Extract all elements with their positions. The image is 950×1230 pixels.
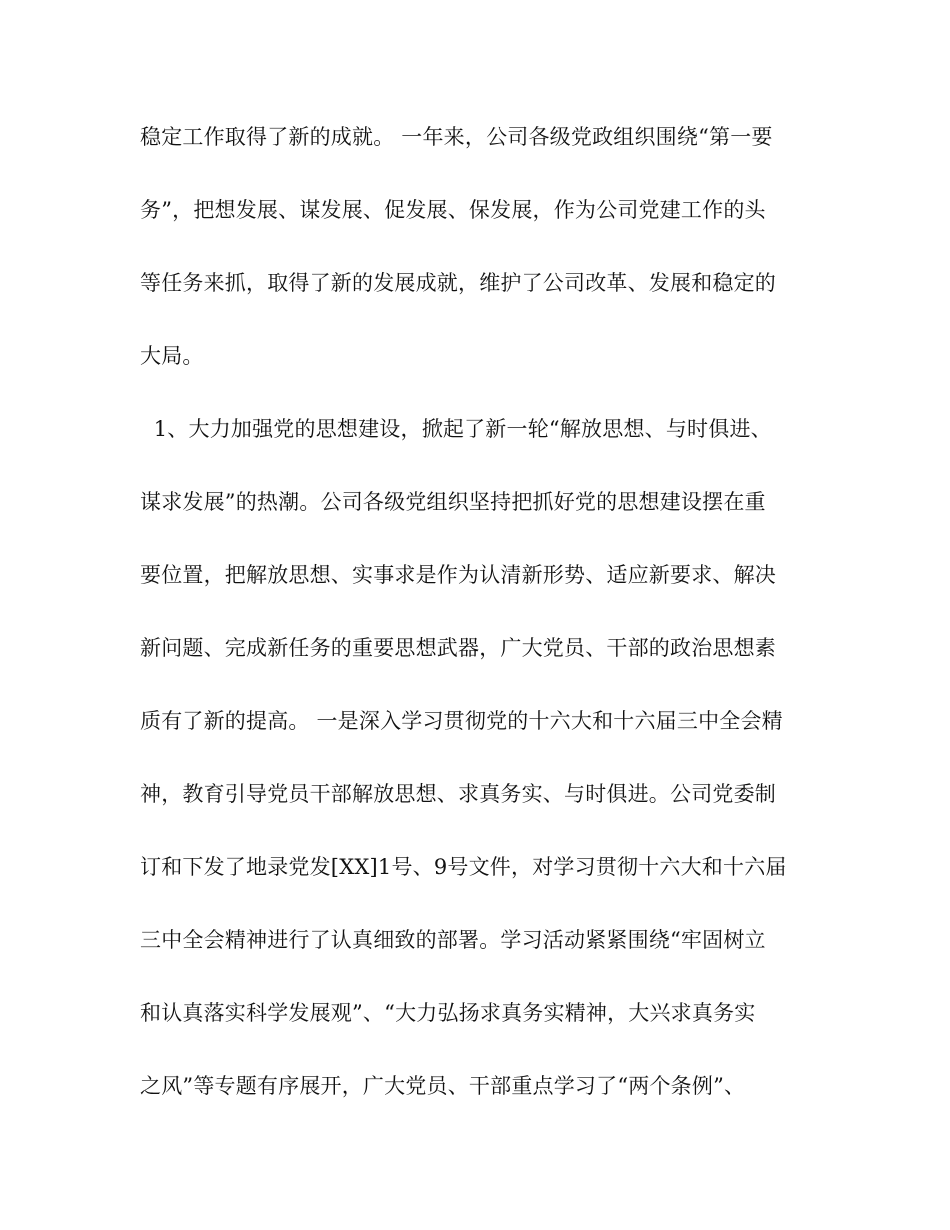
text-line-14: 之风”等专题有序展开，广大党员、干部重点学习了“两个条例”、 [140, 1074, 746, 1098]
text-line-6: 谋求发展”的热潮。公司各级党组织坚持把抓好党的思想建设摆在重 [140, 490, 766, 514]
text-line-10: 神，教育引导党员干部解放思想、求真务实、与时俱进。公司党委制 [140, 782, 776, 806]
text-line-4: 大局。 [140, 344, 204, 368]
text-line-12: 三中全会精神进行了认真细致的部署。学习活动紧紧围绕“牢固树立 [140, 928, 766, 952]
text-line-9: 质有了新的提高。 一是深入学习贯彻党的十六大和十六届三中全会精 [140, 709, 783, 733]
text-line-13: 和认真落实科学发展观”、“大力弘扬求真务实精神，大兴求真务实 [140, 1001, 756, 1025]
text-line-8: 新问题、完成新任务的重要思想武器，广大党员、干部的政治思想素 [140, 636, 776, 660]
text-line-5: 1、大力加强党的思想建设，掀起了新一轮“解放思想、与时俱进、 [140, 417, 772, 441]
text-line-11: 订和下发了地录党发[XX]1号、9号文件，对学习贯彻十六大和十六届 [140, 855, 787, 879]
text-line-1: 稳定工作取得了新的成就。 一年来，公司各级党政组织围绕“第一要 [140, 125, 773, 149]
text-line-2: 务”，把想发展、谋发展、促发展、保发展，作为公司党建工作的头 [140, 198, 766, 222]
text-line-7: 要位置，把解放思想、实事求是作为认清新形势、适应新要求、解决 [140, 563, 776, 587]
text-line-3: 等任务来抓，取得了新的发展成就，维护了公司改革、发展和稳定的 [140, 271, 776, 295]
